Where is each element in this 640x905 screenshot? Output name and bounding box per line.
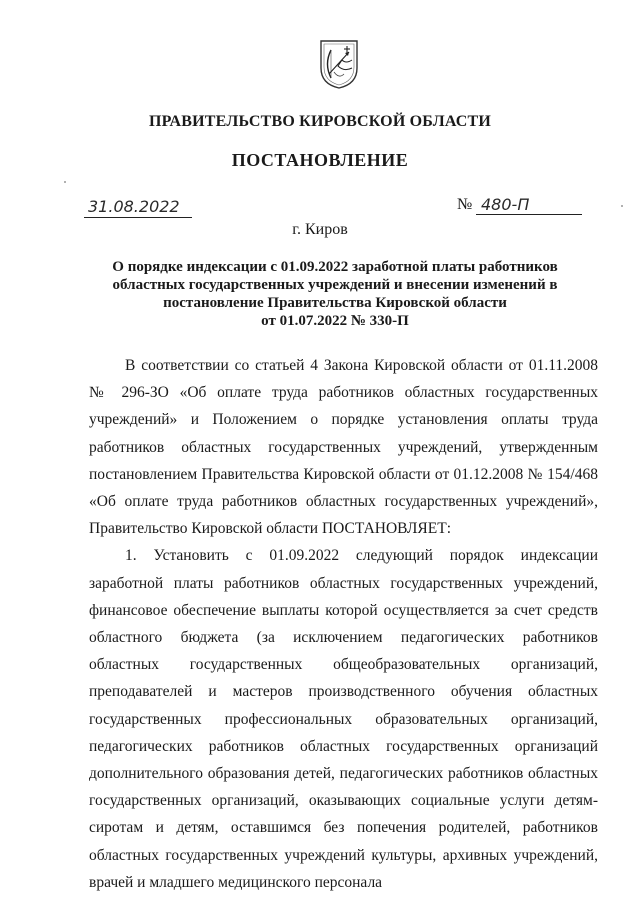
city-label: г. Киров — [292, 221, 348, 238]
heading-line: от 01.07.2022 № 330-П — [261, 313, 409, 329]
heading-line: О порядке индексации с 01.09.2022 заработной платы работников — [112, 259, 558, 275]
kirov-coat-of-arms-icon — [318, 38, 360, 90]
item-1-paragraph: 1. Установить с 01.09.2022 следующий порядок индексации заработной платы работников областных государственных учреждений, финансовое обеспечение выплаты которой осуществляется за счет средств областного бюджета (за исключением педагогических работников областных государственных общеобразовательных организаций, преподавателей и мастеров производственного обучения областных государственных профессиональных образовательных организаций, педагогических работников областных государственных организаций дополнительного образования детей, педагогических работников областных государственных организаций, оказывающих социальные услуги детям-сиротам и детям, оставшимся без попечения родителей, работников областных государственных учреждений культуры, архивных учреждений, врачей и младшего медицинского персонала — [89, 547, 598, 891]
number-underline — [476, 214, 582, 215]
document-number: 480-П — [481, 195, 530, 214]
date-underline — [84, 217, 192, 218]
scan-speck — [64, 181, 66, 183]
preamble-paragraph: В соответствии со статьей 4 Закона Кировской области от 01.11.2008 № 296-ЗО «Об оплате труда работников областных государственных учреждений» и Положением о порядке установления оплаты труда работников областных государственных учреждений, утвержденным постановлением Правительства Кировской области от 01.12.2008 № 154/468 «Об оплате труда работников областных государственных учреждений», Правительство Кировской области ПОСТАНОВЛЯЕТ: — [89, 357, 598, 538]
document-body — [89, 352, 598, 896]
number-sign: № — [457, 196, 473, 213]
document-date: 31.08.2022 — [88, 197, 180, 216]
heading-line: областных государственных учреждений и внесении изменений в — [112, 277, 558, 293]
heading-line: постановление Правительства Кировской области — [163, 295, 507, 311]
document-type: ПОСТАНОВЛЕНИЕ — [231, 150, 409, 170]
government-title: ПРАВИТЕЛЬСТВО КИРОВСКОЙ ОБЛАСТИ — [148, 113, 492, 130]
document-heading — [90, 258, 580, 330]
scan-speck — [621, 205, 623, 207]
